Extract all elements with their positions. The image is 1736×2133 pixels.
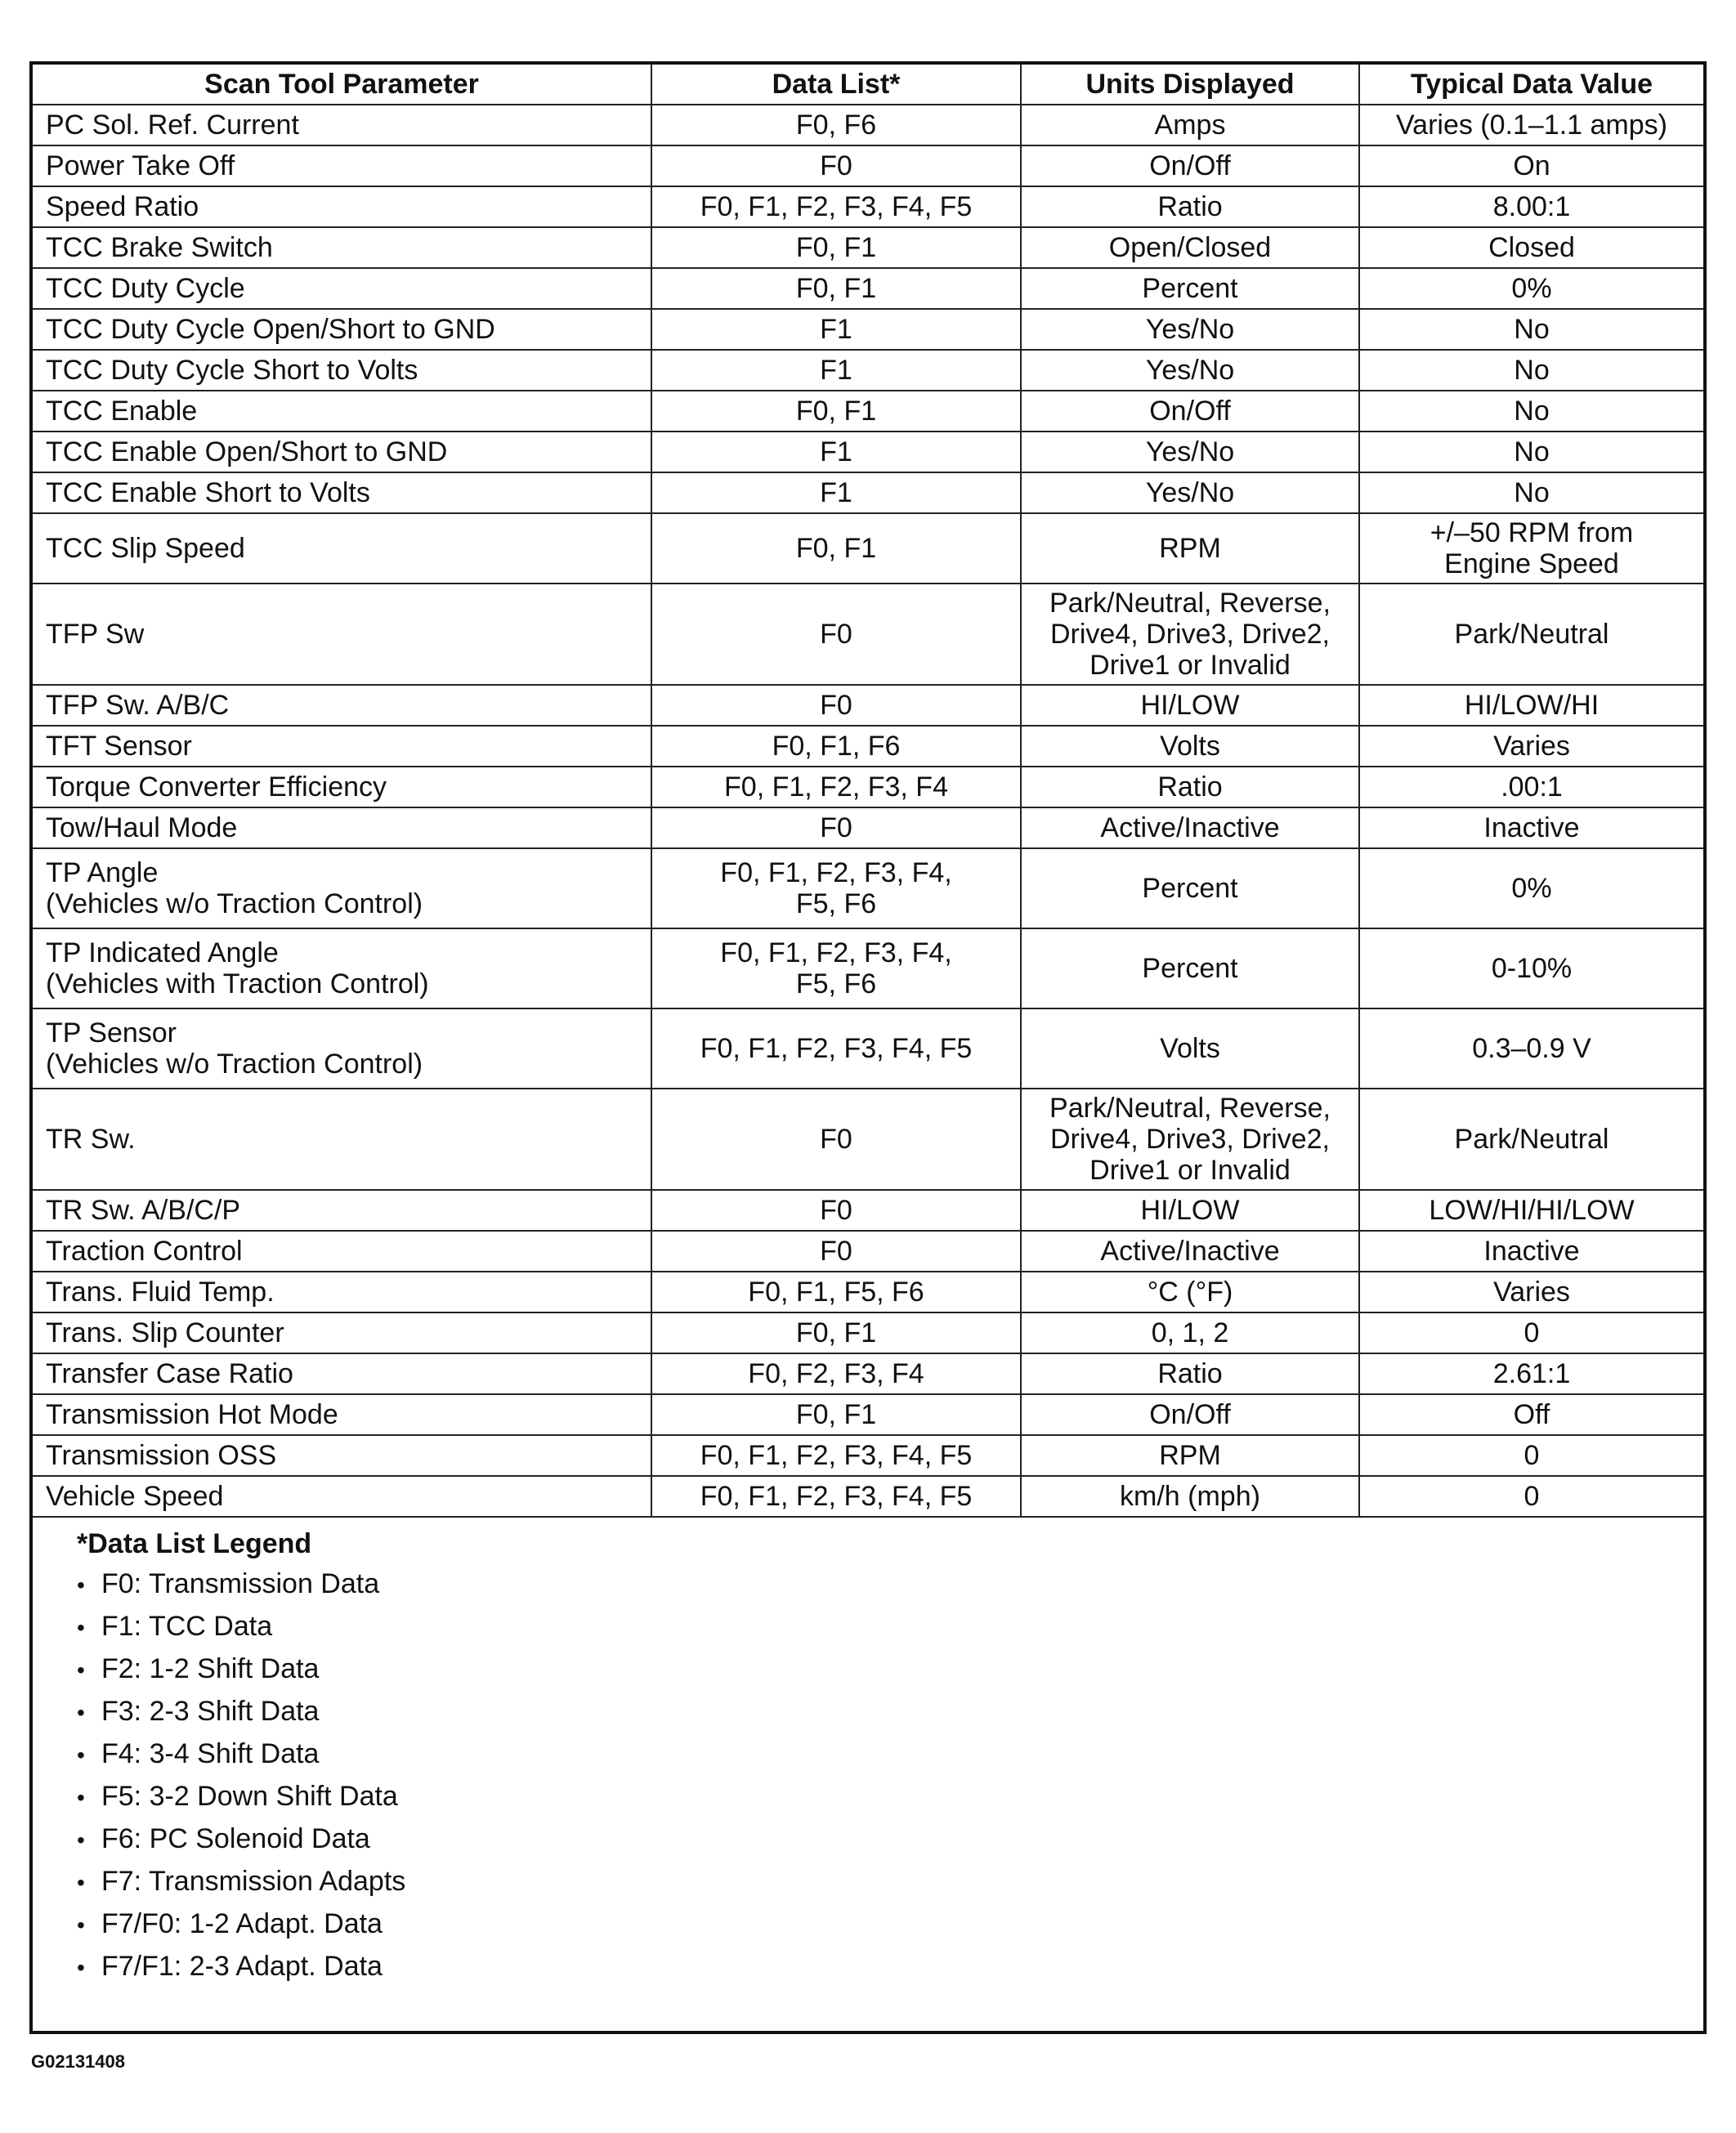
cell-parameter: [33, 432, 651, 472]
header-units: Units Displayed: [1021, 65, 1359, 105]
scan-tool-table: [33, 65, 1703, 1518]
table-row: [33, 309, 1703, 350]
legend-item: [77, 1861, 1703, 1903]
cell-typical-value: [1359, 432, 1703, 472]
cell-parameter-text: TR Sw. A/B/C/P: [46, 1195, 241, 1226]
cell-typical-value-text: 0%: [1511, 273, 1552, 304]
bullet-icon: •: [77, 1955, 85, 1980]
cell-parameter: [33, 1353, 651, 1394]
cell-typical-value-text: 2.61:1: [1492, 1358, 1571, 1389]
table-row: [33, 726, 1703, 767]
cell-parameter: [33, 1476, 651, 1517]
cell-parameter: [33, 1231, 651, 1272]
cell-typical-value: [1359, 726, 1703, 767]
cell-units: [1021, 584, 1359, 685]
legend-item-text: F4: 3-4 Shift Data: [101, 1738, 320, 1769]
table-row: [33, 1353, 1703, 1394]
table-row: [33, 584, 1703, 685]
legend-item: [77, 1563, 1703, 1606]
cell-data-list-text: F0, F1: [795, 1399, 877, 1430]
cell-parameter-text: TCC Enable Open/Short to GND: [46, 436, 448, 467]
cell-data-list-text: F0: [820, 619, 852, 650]
cell-parameter-text: TFP Sw: [46, 619, 145, 650]
cell-data-list-text: F0, F1, F2, F3, F4, F5: [700, 191, 973, 222]
cell-units-text: Ratio: [1157, 191, 1223, 222]
table-row: [33, 767, 1703, 807]
cell-data-list: [651, 767, 1021, 807]
cell-parameter-text: PC Sol. Ref. Current: [46, 110, 299, 141]
cell-units: [1021, 1394, 1359, 1435]
cell-typical-value-text: No: [1514, 396, 1550, 427]
cell-data-list-text: F0, F6: [795, 110, 877, 141]
cell-parameter-text: Trans. Slip Counter: [46, 1317, 284, 1348]
cell-data-list-text: F0, F1: [795, 1317, 877, 1348]
cell-typical-value-text: No: [1514, 436, 1550, 467]
cell-data-list-text: F1: [820, 436, 852, 467]
cell-data-list-text: F0, F1, F2, F3, F4, F5: [700, 1033, 973, 1064]
cell-units: [1021, 1272, 1359, 1312]
cell-parameter-text: Speed Ratio: [46, 191, 199, 222]
cell-data-list-text: F0: [820, 690, 852, 721]
cell-data-list-text: F0, F1, F5, F6: [748, 1277, 924, 1308]
cell-typical-value-text: HI/LOW/HI: [1464, 690, 1600, 721]
cell-typical-value: [1359, 227, 1703, 268]
bullet-icon: •: [77, 1912, 85, 1938]
cell-parameter: [33, 227, 651, 268]
cell-units-text: km/h (mph): [1120, 1481, 1260, 1512]
cell-data-list: [651, 513, 1021, 584]
table-row: [33, 1435, 1703, 1476]
header-data-list: Data List*: [651, 65, 1021, 105]
cell-data-list-text: F0: [820, 1195, 852, 1226]
cell-data-list: [651, 685, 1021, 726]
cell-units-text: On/Off: [1149, 150, 1231, 181]
cell-data-list-text: F0, F1, F6: [772, 731, 901, 762]
cell-parameter-text: TCC Duty Cycle Open/Short to GND: [46, 314, 495, 345]
cell-data-list-text: F1: [820, 477, 852, 508]
cell-typical-value: [1359, 391, 1703, 432]
cell-parameter: [33, 513, 651, 584]
legend-item-text: F1: TCC Data: [101, 1611, 273, 1642]
cell-units-text: Volts: [1160, 1033, 1220, 1064]
cell-typical-value: [1359, 309, 1703, 350]
cell-parameter-text: Trans. Fluid Temp.: [46, 1277, 275, 1308]
cell-typical-value: [1359, 513, 1703, 584]
cell-data-list-text: F0, F1: [795, 273, 877, 304]
cell-data-list-text: F0, F2, F3, F4: [748, 1358, 924, 1389]
cell-units-text: Percent: [1142, 873, 1238, 904]
cell-parameter: [33, 391, 651, 432]
cell-parameter: [33, 1312, 651, 1353]
cell-units: [1021, 1353, 1359, 1394]
cell-parameter: [33, 350, 651, 391]
cell-typical-value: [1359, 1394, 1703, 1435]
legend-item-text: F7: Transmission Adapts: [101, 1866, 406, 1897]
header-parameter: Scan Tool Parameter: [33, 65, 651, 105]
cell-data-list: [651, 1353, 1021, 1394]
cell-units-text: On/Off: [1149, 396, 1231, 427]
table-row: [33, 848, 1703, 928]
table-row: [33, 350, 1703, 391]
cell-parameter: [33, 584, 651, 685]
table-row: [33, 685, 1703, 726]
table-row: [33, 432, 1703, 472]
cell-data-list: [651, 227, 1021, 268]
cell-units: [1021, 685, 1359, 726]
table-row: [33, 472, 1703, 513]
cell-typical-value-text: 0: [1523, 1317, 1540, 1348]
legend-item: [77, 1733, 1703, 1776]
cell-typical-value: [1359, 186, 1703, 227]
cell-units-text: Amps: [1154, 110, 1226, 141]
cell-parameter-text: TFP Sw. A/B/C: [46, 690, 230, 721]
cell-data-list: [651, 1231, 1021, 1272]
legend-title: *Data List Legend: [77, 1528, 312, 1559]
legend-item-text: F7/F0: 1-2 Adapt. Data: [101, 1908, 383, 1939]
cell-typical-value-text: Closed: [1488, 232, 1575, 263]
bullet-icon: •: [77, 1657, 85, 1683]
table-row: [33, 513, 1703, 584]
cell-data-list: [651, 1312, 1021, 1353]
cell-parameter-text: TCC Slip Speed: [46, 533, 245, 564]
cell-parameter-text: Transmission OSS: [46, 1440, 277, 1471]
header-row: [33, 65, 1703, 105]
cell-data-list: [651, 186, 1021, 227]
cell-parameter: [33, 1008, 651, 1089]
legend-item-text: F0: Transmission Data: [101, 1568, 380, 1599]
cell-units-text: Yes/No: [1145, 436, 1235, 467]
bullet-icon: •: [77, 1615, 85, 1640]
cell-data-list: [651, 1008, 1021, 1089]
cell-data-list: [651, 309, 1021, 350]
cell-parameter-text: Tow/Haul Mode: [46, 812, 238, 843]
cell-parameter: [33, 309, 651, 350]
cell-typical-value-text: 0-10%: [1491, 953, 1573, 984]
cell-data-list: [651, 1272, 1021, 1312]
cell-parameter-text: TP Sensor (Vehicles w/o Traction Control): [46, 1017, 423, 1080]
bullet-icon: •: [77, 1742, 85, 1768]
cell-units-text: Park/Neutral, Reverse, Drive4, Drive3, Drive2, Drive1 or Invalid: [1049, 588, 1331, 681]
cell-parameter-text: Torque Converter Efficiency: [46, 771, 387, 803]
cell-typical-value-text: Park/Neutral: [1454, 619, 1609, 650]
cell-typical-value: [1359, 1190, 1703, 1231]
cell-parameter: [33, 186, 651, 227]
cell-typical-value: [1359, 472, 1703, 513]
cell-units-text: RPM: [1159, 533, 1221, 564]
bullet-icon: •: [77, 1572, 85, 1598]
legend-item: [77, 1776, 1703, 1818]
cell-data-list: [651, 1190, 1021, 1231]
cell-units: [1021, 350, 1359, 391]
cell-typical-value: [1359, 1353, 1703, 1394]
table-row: [33, 1312, 1703, 1353]
legend-item: [77, 1946, 1703, 1988]
cell-data-list: [651, 105, 1021, 145]
cell-parameter: [33, 1272, 651, 1312]
legend-item-text: F7/F1: 2-3 Adapt. Data: [101, 1951, 383, 1982]
cell-typical-value: [1359, 584, 1703, 685]
cell-parameter-text: TP Angle (Vehicles w/o Traction Control): [46, 857, 423, 919]
cell-typical-value-text: On: [1513, 150, 1550, 181]
legend-item-text: F2: 1-2 Shift Data: [101, 1653, 320, 1684]
cell-data-list: [651, 584, 1021, 685]
table-row: [33, 1231, 1703, 1272]
cell-typical-value-text: 0: [1523, 1481, 1540, 1512]
cell-data-list-text: F1: [820, 355, 852, 386]
table-row: [33, 1272, 1703, 1312]
cell-data-list-text: F0, F1, F2, F3, F4, F5, F6: [720, 857, 952, 919]
cell-typical-value-text: .00:1: [1501, 771, 1563, 803]
cell-units: [1021, 432, 1359, 472]
cell-typical-value: [1359, 1435, 1703, 1476]
bullet-icon: •: [77, 1827, 85, 1853]
table-row: [33, 105, 1703, 145]
cell-typical-value: [1359, 1089, 1703, 1190]
bullet-icon: •: [77, 1785, 85, 1810]
cell-parameter-text: Power Take Off: [46, 150, 235, 181]
cell-units: [1021, 1476, 1359, 1517]
cell-units-text: Yes/No: [1145, 355, 1235, 386]
cell-data-list-text: F0, F1: [795, 396, 877, 427]
legend-item-text: F5: 3-2 Down Shift Data: [101, 1781, 398, 1812]
legend-item-text: F3: 2-3 Shift Data: [101, 1696, 320, 1727]
cell-typical-value: [1359, 1312, 1703, 1353]
cell-units: [1021, 1190, 1359, 1231]
cell-units: [1021, 928, 1359, 1008]
cell-parameter: [33, 472, 651, 513]
cell-data-list: [651, 1435, 1021, 1476]
cell-data-list-text: F0, F1, F2, F3, F4: [724, 771, 948, 803]
cell-typical-value: [1359, 1231, 1703, 1272]
cell-units: [1021, 268, 1359, 309]
cell-units-text: Active/Inactive: [1100, 812, 1280, 843]
cell-typical-value-text: Varies: [1493, 1277, 1570, 1308]
cell-parameter-text: TCC Duty Cycle: [46, 273, 245, 304]
header-typical-value: Typical Data Value: [1359, 65, 1703, 105]
legend-list: [77, 1563, 1703, 1988]
cell-units-text: HI/LOW: [1140, 690, 1240, 721]
cell-parameter: [33, 145, 651, 186]
cell-units-text: On/Off: [1149, 1399, 1231, 1430]
table-row: [33, 807, 1703, 848]
cell-data-list: [651, 1089, 1021, 1190]
table-row: [33, 1190, 1703, 1231]
cell-data-list-text: F0, F1, F2, F3, F4, F5, F6: [720, 937, 952, 999]
cell-typical-value: [1359, 767, 1703, 807]
cell-parameter-text: Vehicle Speed: [46, 1481, 224, 1512]
cell-data-list-text: F0: [820, 1236, 852, 1267]
cell-parameter: [33, 685, 651, 726]
cell-typical-value-text: 0.3–0.9 V: [1472, 1033, 1591, 1064]
cell-data-list: [651, 726, 1021, 767]
cell-typical-value-text: Inactive: [1483, 1236, 1580, 1267]
cell-units: [1021, 391, 1359, 432]
cell-parameter-text: TCC Brake Switch: [46, 232, 273, 263]
cell-typical-value: [1359, 848, 1703, 928]
cell-data-list-text: F0: [820, 150, 852, 181]
table-row: [33, 1089, 1703, 1190]
cell-units-text: Ratio: [1157, 771, 1223, 803]
table-row: [33, 227, 1703, 268]
cell-parameter-text: TP Indicated Angle (Vehicles with Traction Control): [46, 937, 429, 999]
cell-data-list: [651, 350, 1021, 391]
cell-data-list-text: F0, F1, F2, F3, F4, F5: [700, 1440, 973, 1471]
cell-parameter: [33, 767, 651, 807]
cell-units: [1021, 472, 1359, 513]
cell-parameter-text: Transmission Hot Mode: [46, 1399, 338, 1430]
cell-typical-value: [1359, 928, 1703, 1008]
cell-data-list: [651, 391, 1021, 432]
table-row: [33, 145, 1703, 186]
cell-typical-value: [1359, 145, 1703, 186]
table-row: [33, 1008, 1703, 1089]
table-row: [33, 268, 1703, 309]
cell-typical-value: [1359, 105, 1703, 145]
legend-item: [77, 1691, 1703, 1733]
cell-typical-value: [1359, 1008, 1703, 1089]
cell-units: [1021, 767, 1359, 807]
cell-units-text: Ratio: [1157, 1358, 1223, 1389]
cell-data-list: [651, 807, 1021, 848]
cell-units-text: Active/Inactive: [1100, 1236, 1280, 1267]
cell-parameter: [33, 268, 651, 309]
cell-data-list: [651, 848, 1021, 928]
cell-units: [1021, 513, 1359, 584]
cell-parameter: [33, 1089, 651, 1190]
legend-item: [77, 1903, 1703, 1946]
cell-units: [1021, 1435, 1359, 1476]
cell-typical-value: [1359, 268, 1703, 309]
cell-parameter-text: TFT Sensor: [46, 731, 192, 762]
cell-data-list-text: F0, F1: [795, 533, 877, 564]
cell-units-text: Yes/No: [1145, 477, 1235, 508]
cell-units: [1021, 186, 1359, 227]
cell-typical-value: [1359, 350, 1703, 391]
cell-units: [1021, 1008, 1359, 1089]
figure-id: G02131408: [31, 2051, 125, 2072]
cell-typical-value-text: 0: [1523, 1440, 1540, 1471]
cell-parameter: [33, 1435, 651, 1476]
cell-data-list-text: F0: [820, 812, 852, 843]
cell-typical-value-text: LOW/HI/HI/LOW: [1429, 1195, 1635, 1226]
bullet-icon: •: [77, 1700, 85, 1725]
cell-typical-value: [1359, 685, 1703, 726]
cell-data-list: [651, 928, 1021, 1008]
data-list-legend: [33, 1518, 1703, 1988]
cell-parameter: [33, 928, 651, 1008]
cell-typical-value-text: Park/Neutral: [1454, 1124, 1609, 1155]
cell-typical-value-text: No: [1514, 477, 1550, 508]
cell-typical-value: [1359, 1476, 1703, 1517]
cell-parameter: [33, 848, 651, 928]
cell-parameter-text: TCC Enable: [46, 396, 198, 427]
table-row: [33, 391, 1703, 432]
cell-typical-value-text: Varies (0.1–1.1 amps): [1396, 110, 1667, 141]
cell-units-text: Open/Closed: [1108, 232, 1272, 263]
legend-item: [77, 1818, 1703, 1861]
legend-item: [77, 1648, 1703, 1691]
document-frame: [29, 61, 1707, 2034]
cell-typical-value-text: +/–50 RPM from Engine Speed: [1430, 517, 1634, 579]
cell-units-text: Percent: [1142, 273, 1238, 304]
cell-data-list-text: F1: [820, 314, 852, 345]
table-row: [33, 1476, 1703, 1517]
cell-units-text: Volts: [1160, 731, 1220, 762]
cell-units: [1021, 848, 1359, 928]
cell-typical-value: [1359, 1272, 1703, 1312]
cell-parameter-text: TR Sw.: [46, 1124, 136, 1155]
cell-data-list-text: F0, F1, F2, F3, F4, F5: [700, 1481, 973, 1512]
cell-parameter: [33, 1190, 651, 1231]
cell-typical-value: [1359, 807, 1703, 848]
cell-units: [1021, 145, 1359, 186]
cell-units: [1021, 726, 1359, 767]
cell-data-list: [651, 1476, 1021, 1517]
cell-units-text: 0, 1, 2: [1151, 1317, 1229, 1348]
table-row: [33, 186, 1703, 227]
cell-data-list: [651, 432, 1021, 472]
cell-parameter-text: TCC Enable Short to Volts: [46, 477, 370, 508]
cell-typical-value-text: Inactive: [1483, 812, 1580, 843]
cell-data-list: [651, 145, 1021, 186]
cell-data-list: [651, 1394, 1021, 1435]
cell-data-list-text: F0: [820, 1124, 852, 1155]
cell-units-text: RPM: [1159, 1440, 1221, 1471]
cell-parameter: [33, 1394, 651, 1435]
cell-units: [1021, 1089, 1359, 1190]
bullet-icon: •: [77, 1870, 85, 1895]
cell-data-list: [651, 268, 1021, 309]
cell-data-list-text: F0, F1: [795, 232, 877, 263]
cell-units: [1021, 227, 1359, 268]
cell-units: [1021, 105, 1359, 145]
cell-typical-value-text: Off: [1513, 1399, 1550, 1430]
cell-parameter-text: Traction Control: [46, 1236, 243, 1267]
legend-item-text: F6: PC Solenoid Data: [101, 1823, 370, 1854]
cell-typical-value-text: Varies: [1493, 731, 1570, 762]
cell-units-text: Park/Neutral, Reverse, Drive4, Drive3, Drive2, Drive1 or Invalid: [1049, 1093, 1331, 1186]
cell-units: [1021, 807, 1359, 848]
table-row: [33, 1394, 1703, 1435]
cell-units: [1021, 1231, 1359, 1272]
cell-typical-value-text: No: [1514, 314, 1550, 345]
cell-parameter-text: Transfer Case Ratio: [46, 1358, 293, 1389]
cell-parameter: [33, 726, 651, 767]
table-row: [33, 928, 1703, 1008]
cell-units-text: Percent: [1142, 953, 1238, 984]
cell-units-text: Yes/No: [1145, 314, 1235, 345]
cell-data-list: [651, 472, 1021, 513]
cell-typical-value-text: No: [1514, 355, 1550, 386]
cell-parameter: [33, 807, 651, 848]
cell-units: [1021, 1312, 1359, 1353]
cell-units-text: HI/LOW: [1140, 1195, 1240, 1226]
cell-units-text: °C (°F): [1147, 1277, 1233, 1308]
cell-units: [1021, 309, 1359, 350]
legend-item: [77, 1606, 1703, 1648]
cell-typical-value-text: 8.00:1: [1492, 191, 1571, 222]
cell-parameter-text: TCC Duty Cycle Short to Volts: [46, 355, 418, 386]
cell-typical-value-text: 0%: [1511, 873, 1552, 904]
table-body: [33, 105, 1703, 1517]
cell-parameter: [33, 105, 651, 145]
